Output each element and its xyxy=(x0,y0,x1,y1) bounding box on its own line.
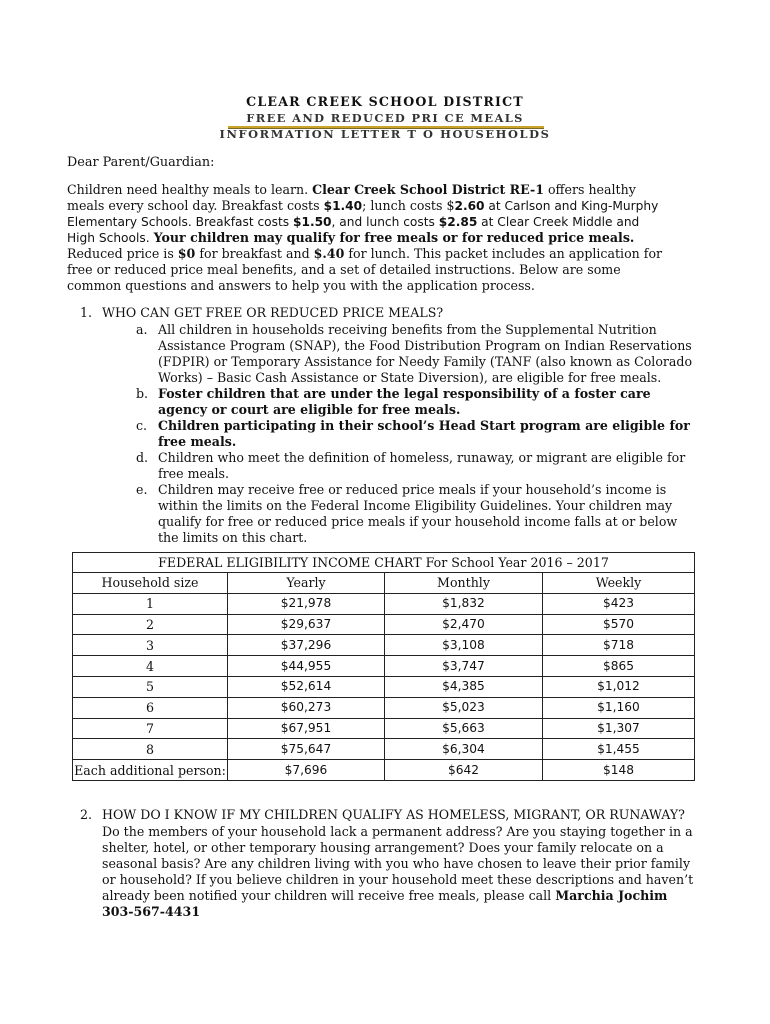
item-text: Children who meet the definition of homeless, runaway, or migrant are eligible for free meals. xyxy=(158,450,686,481)
monthly-income: $642 xyxy=(385,760,543,781)
table-row xyxy=(73,697,695,718)
table-row xyxy=(73,739,695,760)
question-2-body xyxy=(102,824,702,920)
question-title: WHO CAN GET FREE OR REDUCED PRICE MEALS? xyxy=(102,305,444,320)
intro-text: at Clear Creek Middle and High Schools. xyxy=(67,215,640,245)
column-header: Household size xyxy=(73,573,228,594)
intro-text: ; lunch costs $ xyxy=(362,198,455,213)
district-full-name: Clear Creek School District RE-1 xyxy=(312,182,544,197)
table-row xyxy=(73,718,695,739)
letter-title: INFORMATION LETTER T O HOUSEHOLDS xyxy=(219,127,551,141)
item-letter: e. xyxy=(136,482,148,497)
weekly-income: $148 xyxy=(543,760,695,781)
intro-text: Children need healthy meals to learn. xyxy=(67,182,313,197)
yearly-income: $52,614 xyxy=(228,676,385,697)
question-number: 2. xyxy=(80,807,93,822)
price: $2.85 xyxy=(438,215,478,229)
question-title: HOW DO I KNOW IF MY CHILDREN QUALIFY AS HOMELESS, MIGRANT, OR RUNAWAY? xyxy=(102,807,685,822)
table-row xyxy=(73,760,695,781)
list-item xyxy=(136,482,696,546)
income-eligibility-table xyxy=(72,552,695,781)
monthly-income: $2,470 xyxy=(385,614,543,635)
table-header-row xyxy=(73,573,695,594)
yearly-income: $21,978 xyxy=(228,593,385,614)
monthly-income: $5,023 xyxy=(385,697,543,718)
household-size: 8 xyxy=(73,739,228,760)
household-size: 2 xyxy=(73,614,228,635)
yearly-income: $7,696 xyxy=(228,760,385,781)
weekly-income: $1,307 xyxy=(543,718,695,739)
question-number: 1. xyxy=(80,305,93,320)
household-size: Each additional person: xyxy=(73,760,228,781)
item-letter: a. xyxy=(136,322,148,337)
table-caption: FEDERAL ELIGIBILITY INCOME CHART For School Year 2016 – 2017 xyxy=(73,553,695,573)
yearly-income: $60,273 xyxy=(228,697,385,718)
item-letter: d. xyxy=(136,450,149,465)
item-text: Foster children that are under the legal responsibility of a foster care agency or court are eligible for free meals. xyxy=(158,386,651,417)
yearly-income: $37,296 xyxy=(228,635,385,656)
intro-text: at Carlson and King-Murphy Elementary Schools. Breakfast costs xyxy=(67,199,659,229)
household-size: 7 xyxy=(73,718,228,739)
monthly-income: $4,385 xyxy=(385,676,543,697)
weekly-income: $718 xyxy=(543,635,695,656)
price: $1.50 xyxy=(292,215,332,229)
monthly-income: $3,747 xyxy=(385,656,543,677)
yearly-income: $44,955 xyxy=(228,656,385,677)
intro-text: , and lunch costs xyxy=(331,215,439,229)
household-size: 1 xyxy=(73,593,228,614)
table-row xyxy=(73,593,695,614)
weekly-income: $1,160 xyxy=(543,697,695,718)
household-size: 3 xyxy=(73,635,228,656)
table-row xyxy=(73,614,695,635)
weekly-income: $423 xyxy=(543,593,695,614)
district-name: CLEAR CREEK SCHOOL DISTRICT xyxy=(246,94,524,109)
household-size: 6 xyxy=(73,697,228,718)
answer-text: Do the members of your household lack a permanent address? Are you staying together in a shelter, hotel, or other temporary housing arrangement? Does your family relocate on a seasonal basis? Are any children living with you who have chosen to leave their prior family or household? If you believe children in your household meet these descriptions and haven’t already been notified your children will receive free meals, please call xyxy=(102,824,694,903)
price: $.40 xyxy=(313,246,345,261)
intro-text: for breakfast and xyxy=(195,246,314,261)
intro-text: for lunch. This packet includes an application for free or reduced price meal benefits, and a set of detailed instructions. Below are some common questions and answers to help you with the application process. xyxy=(67,246,663,293)
column-header: Monthly xyxy=(385,573,543,594)
intro-text: offers healthy meals every school day. Breakfast costs xyxy=(67,182,636,213)
monthly-income: $6,304 xyxy=(385,739,543,760)
item-letter: c. xyxy=(136,418,148,433)
question-1-heading xyxy=(80,305,443,321)
yearly-income: $75,647 xyxy=(228,739,385,760)
table-row xyxy=(73,635,695,656)
monthly-income: $3,108 xyxy=(385,635,543,656)
question-2-heading xyxy=(80,807,685,823)
monthly-income: $5,663 xyxy=(385,718,543,739)
weekly-income: $865 xyxy=(543,656,695,677)
intro-text: Reduced price is xyxy=(67,246,178,261)
item-text: All children in households receiving benefits from the Supplemental Nutrition Assistance Program (SNAP), the Food Distribution Program on Indian Reservations (FDPIR) or Temporary Assistance for Needy Family (TANF (also known as Colorado Works) – Basic Cash Assistance or State Diversion), are eligible for free meals. xyxy=(158,322,693,385)
list-item xyxy=(136,386,696,418)
list-item xyxy=(136,450,696,482)
weekly-income: $1,455 xyxy=(543,739,695,760)
table-caption-row xyxy=(73,553,695,573)
column-header: Weekly xyxy=(543,573,695,594)
contact-info: Marchia Jochim 303-567-4431 xyxy=(102,888,668,919)
table-row xyxy=(73,656,695,677)
yearly-income: $29,637 xyxy=(228,614,385,635)
list-item xyxy=(136,418,696,450)
price: $0 xyxy=(177,246,196,261)
weekly-income: $570 xyxy=(543,614,695,635)
item-letter: b. xyxy=(136,386,149,401)
household-size: 4 xyxy=(73,656,228,677)
letter-subtitle: FREE AND REDUCED PRI CE MEALS xyxy=(246,111,524,125)
letter-header xyxy=(0,93,770,142)
eligibility-list xyxy=(136,322,696,546)
price: 2.60 xyxy=(454,199,485,213)
monthly-income: $1,832 xyxy=(385,593,543,614)
price: $1.40 xyxy=(323,199,363,213)
yearly-income: $67,951 xyxy=(228,718,385,739)
household-size: 5 xyxy=(73,676,228,697)
table-row xyxy=(73,676,695,697)
salutation: Dear Parent/Guardian: xyxy=(67,155,215,170)
weekly-income: $1,012 xyxy=(543,676,695,697)
qualify-statement: Your children may qualify for free meals or for reduced price meals. xyxy=(153,230,635,245)
list-item xyxy=(136,322,696,386)
intro-paragraph xyxy=(67,182,667,294)
item-text: Children may receive free or reduced price meals if your household’s income is within the limits on the Federal Income Eligibility Guidelines. Your children may qualify for free or reduced price meals if your household income falls at or below the limits on this chart. xyxy=(158,482,678,545)
item-text: Children participating in their school’s Head Start program are eligible for free meals. xyxy=(158,418,690,449)
column-header: Yearly xyxy=(228,573,385,594)
header-rule-shadow xyxy=(228,128,544,129)
